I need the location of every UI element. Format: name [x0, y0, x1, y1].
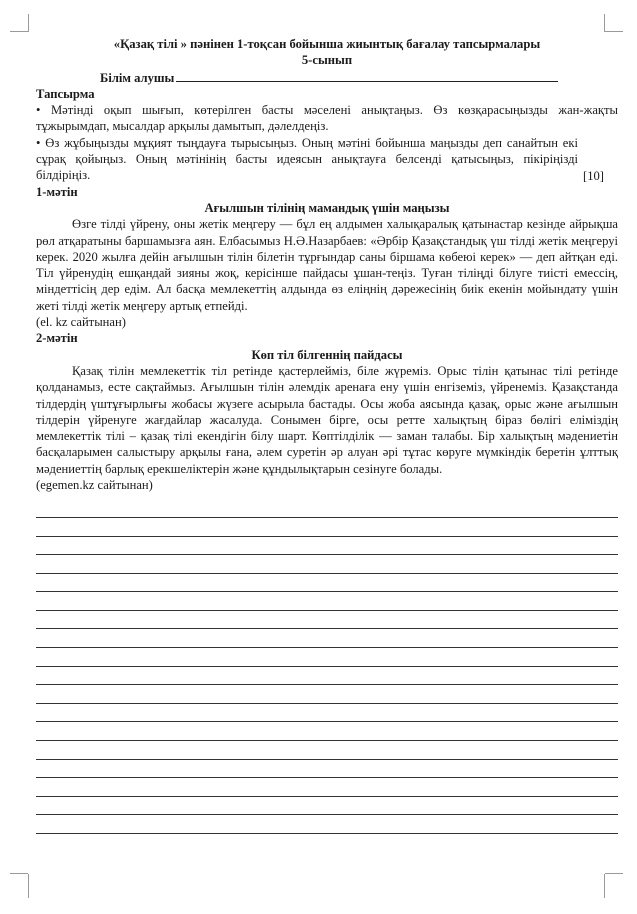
answer-line[interactable] — [36, 629, 618, 648]
text2-title: Көп тіл білгеннің пайдасы — [251, 347, 403, 362]
answer-line[interactable] — [36, 778, 618, 797]
crop-mark-bottom-left — [10, 874, 29, 898]
crop-mark-top-left-h — [10, 31, 28, 32]
crop-mark-bottom-left-h — [10, 873, 28, 874]
crop-mark-bottom-right — [604, 874, 623, 898]
answer-line[interactable] — [36, 648, 618, 667]
answer-line[interactable] — [36, 667, 618, 686]
answer-line[interactable] — [36, 815, 618, 834]
text1-body: Өзге тілді үйрену, оны жетік меңгеру — бұл ең алдымен халықаралық қатынастар кезінде айрықша рөл атқаратыны баршамызға аян. Елбасымыз Н.Ә.Назарбаев: «Әрбір Қазақстандық үш тілді жетік меңгеруі керек. 2020 жылға дейін ағылшын тілін білетін тұрғындар саны біршама көбеюі керек» — деп айтқан еді. Тіл үйренудің ешқандай зияны жоқ, керісінше пайдасы ұшан-теңіз. Туған тіліңді білуге тиісті емессің, міндеттісің дер едім. Ал басқа мемлекеттің алдында өз еліңнің дәрежесінің биік екенін мойындату үшін жеті тілді жетік меңгеру артық етпейді. — [36, 217, 618, 313]
answer-line[interactable] — [36, 685, 618, 704]
text1-label: 1-мәтін — [36, 184, 78, 199]
answer-line[interactable] — [36, 499, 618, 518]
answer-line[interactable] — [36, 760, 618, 779]
student-label: Білім алушы — [100, 70, 175, 85]
task-mark: [10] — [583, 168, 604, 183]
crop-mark-top-right-h — [605, 31, 623, 32]
answer-line[interactable] — [36, 722, 618, 741]
answer-line[interactable] — [36, 741, 618, 760]
worksheet-page — [36, 36, 618, 834]
crop-mark-top-left — [10, 14, 29, 32]
answer-area[interactable] — [36, 499, 618, 834]
answer-line[interactable] — [36, 704, 618, 723]
document-title: «Қазақ тілі » пәнінен 1-тоқсан бойынша жиынтық бағалау тапсырмалары — [113, 37, 541, 51]
crop-mark-bottom-right-h — [605, 873, 623, 874]
answer-line[interactable] — [36, 611, 618, 630]
answer-line[interactable] — [36, 574, 618, 593]
answer-line[interactable] — [36, 592, 618, 611]
text1-source: (el. kz сайтынан) — [36, 315, 126, 330]
student-name-field[interactable] — [176, 69, 558, 82]
answer-line[interactable] — [36, 537, 618, 556]
answer-line[interactable] — [36, 797, 618, 816]
text2-source: (egemen.kz сайтынан) — [36, 478, 153, 493]
grade-label: 5-сынып — [301, 53, 353, 68]
text1-title: Ағылшын тілінің мамандық үшін маңызы — [204, 200, 450, 215]
answer-line[interactable] — [36, 555, 618, 574]
task-item-1: • Мәтінді оқып шығып, көтерілген басты мәселені анықтаңыз. Өз көзқарасыңызды жан-жақты тұжырымдап, мысалдар арқылы дамытып, дәлелдеңіз. — [36, 103, 618, 134]
text2-body: Қазақ тілін мемлекеттік тіл ретінде қастерлейміз, біле жүреміз. Орыс тілін қатынас тілі ретінде қолданамыз, есте сақтаймыз. Ағылшын тілін әлемдік аренаға ену үшін енгіземіз, үйренеміз. Қазақстанда тілдердің үштұғырлығы жобасы жүзеге асырыла бастады. Осы жоба аясында қазақ, орыс және ағылшын тілдерін үйренуге жағдайлар жасалуда. Сонымен бірге, осы ретте халықтың біраз бөлігі еліміздің мемлекеттік тілі – қазақ тілі екендігін білу шарт. Көптілділік — заман талабы. Бір халықтың мәдениетін басқаларымен салыстыру арқылы ғана, әлем суретін әр алуан әрі тұтас көруге мүмкіндік беретін ұлттық мәдениеттің барлық ерекшеліктерін және құндылықтарын сезінуге болады. — [36, 363, 618, 476]
task-item-2-row — [36, 135, 618, 184]
student-name-row — [100, 69, 618, 86]
crop-mark-top-right — [604, 14, 623, 32]
task-heading: Тапсырма — [36, 86, 95, 101]
text2-label: 2-мәтін — [36, 331, 78, 346]
answer-line[interactable] — [36, 518, 618, 537]
task-item-2: • Өз жұбыңызды мұқият тыңдауға тырысыңыз. Оның мәтіні бойынша маңызды деп санайтын екі сұрақ қойыңыз. Оның мәтінінің басты идеясын анықтауға белсенді қатысыңыз, пікіріңізді білдіріңіз. — [36, 135, 578, 183]
